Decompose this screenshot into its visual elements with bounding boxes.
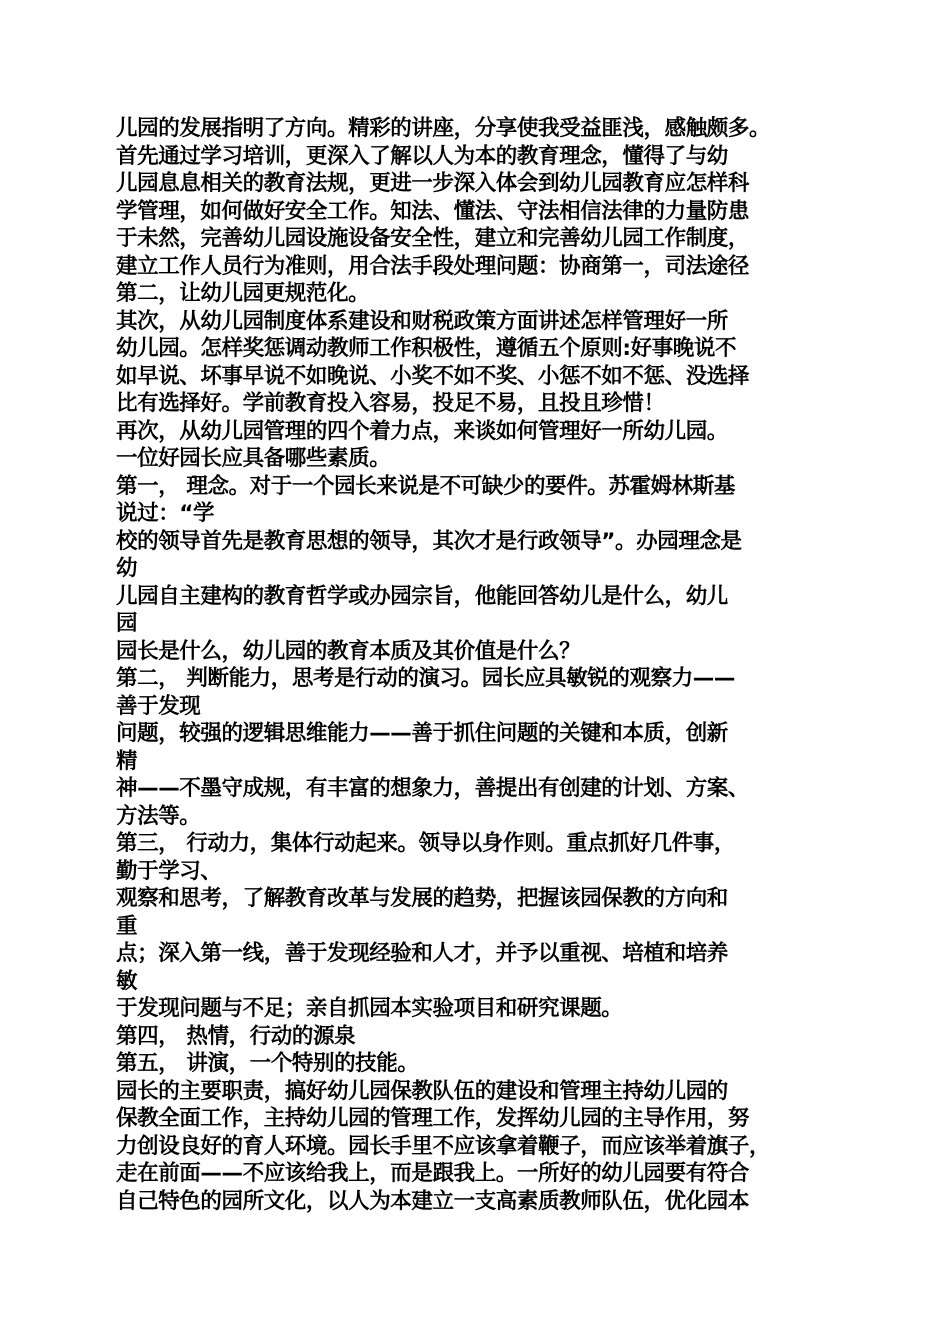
text-line: 第五， 讲演，一个特别的技能。 xyxy=(116,1051,419,1076)
text-line: 第二，让幼儿园更规范化。 xyxy=(116,281,370,306)
text-line: 神——不墨守成规，有丰富的想象力，善提出有创建的计划、方案、 xyxy=(116,776,750,801)
text-line: 首先通过学习培训，更深入了解以人为本的教育理念，懂得了与幼 xyxy=(116,143,728,169)
text-line: 说过：“学 xyxy=(116,501,215,526)
text-line: 儿园息息相关的教育法规，更进一步深入体会到幼儿园教育应怎样科 xyxy=(116,171,750,196)
text-line: 如早说、坏事早说不如晚说、小奖不如不奖、小惩不如不惩、没选择 xyxy=(116,363,750,389)
text-line: 自己特色的园所文化，以人为本建立一支高素质教师队伍，优化园本 xyxy=(116,1188,750,1214)
text-line: 儿园的发展指明了方向。精彩的讲座，分享使我受益匪浅，感触颇多。 xyxy=(116,116,771,141)
text-line: 保教全面工作，主持幼儿园的管理工作，发挥幼儿园的主导作用，努 xyxy=(116,1106,750,1131)
text-line: 点；深入第一线，善于发现经验和人才，并予以重视、培植和培养 xyxy=(116,941,728,966)
text-line: 建立工作人员行为准则，用合法手段处理问题：协商第一，司法途径 xyxy=(116,253,750,279)
text-line: 第三， 行动力，集体行动起来。领导以身作则。重点抓好几件事， xyxy=(116,831,735,856)
text-line: 园 xyxy=(116,611,138,636)
text-line: 再次，从幼儿园管理的四个着力点，来谈如何管理好一所幼儿园。 xyxy=(116,418,728,444)
text-line: 力创设良好的育人环境。园长手里不应该拿着鞭子，而应该举着旗子， xyxy=(116,1133,771,1159)
text-line: 观察和思考，了解教育改革与发展的趋势，把握该园保教的方向和 xyxy=(116,886,728,911)
text-line: 精 xyxy=(116,748,138,774)
text-line: 园长的主要职责，搞好幼儿园保教队伍的建设和管理主持幼儿园的 xyxy=(116,1078,728,1104)
text-line: 幼 xyxy=(116,556,138,581)
text-line: 重 xyxy=(116,913,138,939)
text-line: 于发现问题与不足；亲自抓园本实验项目和研究课题。 xyxy=(116,996,623,1021)
text-line: 一位好园长应具备哪些素质。 xyxy=(116,446,391,471)
text-line: 第二， 判断能力，思考是行动的演习。园长应具敏锐的观察力—— xyxy=(116,666,735,691)
text-line: 问题，较强的逻辑思维能力——善于抓住问题的关键和本质，创新 xyxy=(116,721,728,746)
text-line: 第四， 热情，行动的源泉 xyxy=(116,1023,356,1049)
text-line: 走在前面——不应该给我上，而是跟我上。一所好的幼儿园要有符合 xyxy=(116,1161,750,1186)
text-line: 比有选择好。学前教育投入容易，投足不易，且投且珍惜！ xyxy=(116,391,665,416)
text-line: 第一， 理念。对于一个园长来说是不可缺少的要件。苏霍姆林斯基 xyxy=(116,473,735,499)
text-line: 园长是什么，幼儿园的教育本质及其价值是什么？ xyxy=(116,638,581,664)
document-body xyxy=(116,115,846,1215)
text-line: 学管理，如何做好安全工作。知法、懂法、守法相信法律的力量防患 xyxy=(116,198,750,224)
text-line: 其次，从幼儿园制度体系建设和财税政策方面讲述怎样管理好一所 xyxy=(116,308,728,334)
text-line: 善于发现 xyxy=(116,693,201,719)
text-line: 校的领导首先是教育思想的领导，其次才是行政领导”。办园理念是 xyxy=(116,528,742,554)
text-line: 于未然，完善幼儿园设施设备安全性，建立和完善幼儿园工作制度， xyxy=(116,226,750,251)
text-line: 勤于学习、 xyxy=(116,858,222,884)
text-line: 敏 xyxy=(116,968,138,994)
text-line: 方法等。 xyxy=(116,803,201,829)
text-line: 儿园自主建构的教育哲学或办园宗旨，他能回答幼儿是什么，幼儿 xyxy=(116,583,728,609)
text-line: 幼儿园。怎样奖惩调动教师工作积极性，遵循五个原则:好事晚说不 xyxy=(116,336,737,361)
